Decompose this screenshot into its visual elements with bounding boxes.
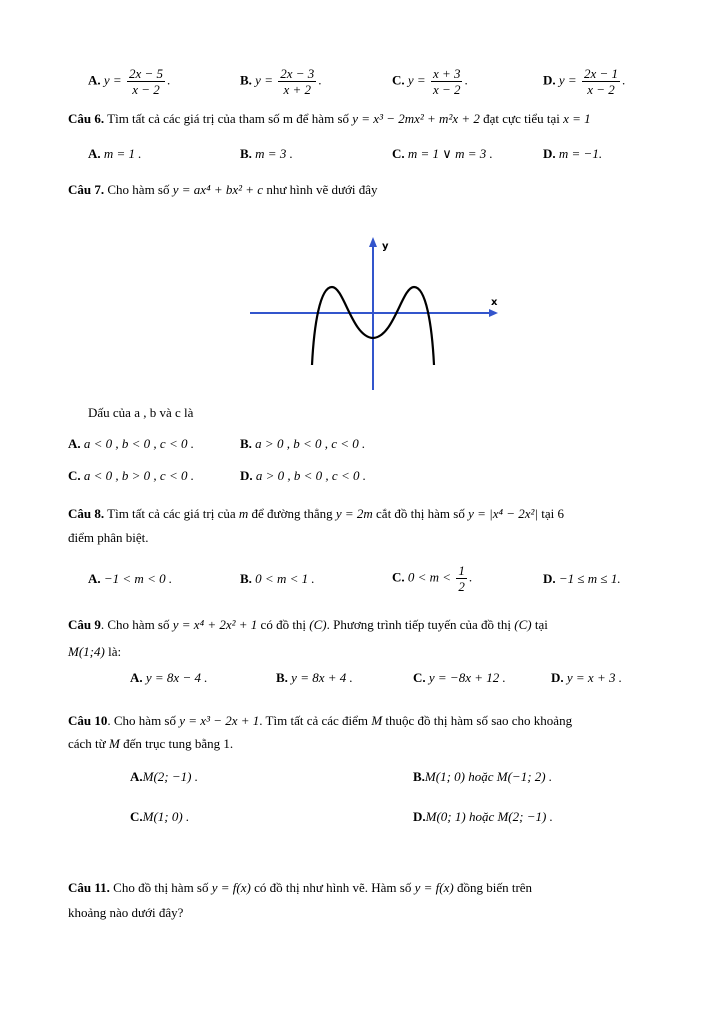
quartic-graph — [240, 225, 510, 395]
option-text: y = x + 3 . — [566, 670, 622, 685]
denominator: x + 2 — [283, 82, 312, 97]
option-prefix: y = — [407, 72, 426, 88]
option-label: A. — [88, 571, 101, 586]
denominator: 2 — [458, 579, 465, 594]
q9-option-b[interactable] — [276, 670, 353, 686]
q9-option-c[interactable] — [413, 670, 506, 686]
option-label: B. — [240, 571, 252, 586]
option-label: C. — [392, 72, 405, 88]
fraction — [278, 66, 316, 97]
option-suffix: . — [621, 72, 626, 88]
q6-option-b[interactable] — [240, 146, 293, 162]
question-text: đồng biến trên — [456, 880, 533, 895]
option-text: m = −1. — [558, 146, 603, 161]
q8-option-b[interactable] — [240, 571, 315, 587]
question-var: m — [238, 506, 249, 521]
option-text: m = 1 ∨ m = 3 . — [407, 146, 493, 161]
fraction — [582, 66, 620, 97]
q8-stem — [68, 506, 564, 522]
question-point: x = 1 — [563, 111, 591, 126]
option-label: D. — [543, 571, 556, 586]
q7-option-b[interactable] — [240, 436, 365, 452]
numerator: 2x − 3 — [280, 66, 315, 81]
q9-stem-line2 — [68, 644, 121, 660]
q8-stem-line2: điểm phân biệt. — [68, 530, 149, 545]
q10-stem-line2 — [68, 736, 233, 752]
option-text: y = 8x − 4 . — [145, 670, 208, 685]
option-label: A. — [130, 769, 143, 784]
option-label: D. — [240, 468, 253, 483]
question-func: y = f(x) — [211, 880, 251, 895]
question-text: tại 6 — [541, 506, 565, 521]
option-label: A. — [68, 436, 81, 451]
option-suffix: . — [464, 72, 468, 88]
question-label: Câu 8. — [68, 506, 105, 521]
fraction — [127, 66, 165, 97]
question-label: Câu 6. — [68, 111, 105, 126]
q7-option-c[interactable] — [68, 468, 194, 484]
option-label: C. — [413, 670, 426, 685]
question-text: để đường thẳng — [251, 506, 333, 521]
option-prefix: y = — [103, 72, 122, 88]
q6-option-a[interactable] — [88, 146, 142, 162]
question-text: có đồ thị — [260, 617, 307, 632]
option-prefix: y = — [255, 72, 273, 88]
q7-option-d[interactable] — [240, 468, 366, 484]
question-formula: y = x³ − 2mx² + m²x + 2 — [352, 111, 480, 126]
option-label: D. — [413, 809, 426, 824]
q5-option-c[interactable] — [392, 66, 468, 97]
question-text: tại — [534, 617, 548, 632]
numerator: 2x − 5 — [128, 66, 163, 81]
option-label: A. — [88, 72, 101, 88]
question-text: Cho đồ thị hàm số — [113, 880, 209, 895]
q5-option-b[interactable] — [240, 66, 322, 97]
q7-option-a[interactable] — [68, 436, 194, 452]
q10-option-a[interactable] — [130, 769, 198, 785]
option-text: M(1; 0) . — [142, 809, 190, 824]
option-text: y = −8x + 12 . — [428, 670, 506, 685]
question-text: cách từ — [68, 736, 106, 751]
question-curve: (C) — [514, 617, 532, 632]
option-text: −1 < m < 0 . — [103, 571, 173, 586]
option-label: D. — [543, 72, 556, 88]
question-text: thuộc đồ thị hàm số sao cho khoảng — [385, 713, 573, 728]
question-text: cắt đồ thị hàm số — [376, 506, 465, 521]
y-axis-arrow — [369, 237, 377, 247]
q11-stem-line2: khoảng nào dưới đây? — [68, 905, 184, 920]
q10-option-b[interactable] — [413, 769, 552, 785]
q7-stem — [68, 182, 378, 198]
y-axis-label: y — [382, 241, 389, 252]
option-text: a > 0 , b < 0 , c < 0 . — [255, 436, 366, 451]
question-curve: (C) — [309, 617, 327, 632]
q8-option-a[interactable] — [88, 571, 172, 587]
option-suffix: . — [318, 72, 322, 88]
option-label: C. — [68, 468, 81, 483]
question-text: . Cho hàm số — [100, 617, 170, 632]
option-text: a < 0 , b > 0 , c < 0 . — [83, 468, 194, 483]
x-axis-arrow — [489, 309, 498, 317]
option-label: B. — [276, 670, 288, 685]
question-text: Tìm tất cả các giá trị của — [107, 506, 236, 521]
option-text: m = 3 . — [255, 146, 293, 161]
q9-stem — [68, 617, 548, 633]
q9-option-d[interactable] — [551, 670, 622, 686]
q5-option-a[interactable] — [88, 66, 170, 97]
question-text: đến trục tung bằng 1. — [123, 736, 234, 751]
question-text: như hình vẽ dưới đây — [266, 182, 378, 197]
question-label: Câu 7. — [68, 182, 105, 197]
option-text: M(1; 0) hoặc M(−1; 2) . — [424, 769, 553, 784]
option-text: M(0; 1) hoặc M(2; −1) . — [425, 809, 553, 824]
q6-stem — [68, 111, 591, 127]
question-func: y = |x⁴ − 2x²| — [468, 506, 539, 521]
q10-stem — [68, 713, 572, 729]
option-prefix: y = — [558, 72, 577, 88]
q9-option-a[interactable] — [130, 670, 207, 686]
question-var: M — [108, 736, 120, 751]
question-text: Cho hàm số — [107, 182, 170, 197]
question-text: đạt cực tiểu tại — [483, 111, 560, 126]
q6-option-d[interactable] — [543, 146, 602, 162]
question-label: Câu 10 — [68, 713, 108, 728]
question-point: M(1;4) — [68, 644, 105, 659]
question-label: Câu 9 — [68, 617, 101, 632]
denominator: x − 2 — [587, 82, 615, 97]
q11-stem — [68, 880, 532, 896]
q8-option-d[interactable] — [543, 571, 621, 587]
question-text: . Tìm tất cả các điểm — [259, 713, 369, 728]
fraction — [431, 66, 463, 97]
q7-sign-prompt: Dấu của a , b và c là — [88, 405, 194, 420]
denominator: x − 2 — [132, 82, 160, 97]
numerator: 2x − 1 — [583, 66, 618, 81]
q5-option-d[interactable] — [543, 66, 625, 97]
question-var: M — [371, 713, 383, 728]
option-text: 0 < m < — [407, 569, 452, 585]
option-label: C. — [392, 569, 405, 585]
option-label: D. — [543, 146, 556, 161]
option-label: B. — [413, 769, 425, 784]
q8-option-c[interactable] — [392, 563, 472, 594]
option-text: −1 ≤ m ≤ 1. — [558, 571, 621, 586]
option-text: M(2; −1) . — [142, 769, 198, 784]
question-text: . Phương trình tiếp tuyến của đồ thị — [326, 617, 511, 632]
question-func: y = f(x) — [414, 880, 454, 895]
question-label: Câu 11. — [68, 880, 110, 895]
option-text: y = 8x + 4 . — [291, 670, 353, 685]
option-label: C. — [392, 146, 405, 161]
q10-option-d[interactable] — [413, 809, 553, 825]
option-suffix: . — [166, 72, 171, 88]
question-text: là: — [108, 644, 122, 659]
option-label: D. — [551, 670, 564, 685]
question-text: . Cho hàm số — [107, 713, 176, 728]
option-label: C. — [130, 809, 143, 824]
option-label: A. — [88, 146, 101, 161]
option-text: m = 1 . — [103, 146, 142, 161]
question-text: có đồ thị như hình vẽ. Hàm số — [254, 880, 412, 895]
option-suffix: . — [468, 569, 473, 585]
numerator: 1 — [458, 563, 465, 578]
fraction — [456, 563, 467, 594]
denominator: x − 2 — [432, 82, 461, 97]
question-formula: y = x³ − 2x + 1 — [179, 713, 260, 728]
option-label: B. — [240, 436, 252, 451]
q10-option-c[interactable] — [130, 809, 189, 825]
question-formula: y = ax⁴ + bx² + c — [172, 182, 264, 197]
question-formula: y = x⁴ + 2x² + 1 — [172, 617, 258, 632]
option-label: B. — [240, 72, 252, 88]
option-label: B. — [240, 146, 252, 161]
x-axis-label: x — [491, 297, 498, 308]
question-text: Tìm tất cả các giá trị của tham số m để hàm số — [107, 111, 349, 126]
option-text: 0 < m < 1 . — [255, 571, 315, 586]
question-line: y = 2m — [335, 506, 373, 521]
q6-option-c[interactable] — [392, 146, 493, 162]
option-label: A. — [130, 670, 143, 685]
option-text: a < 0 , b < 0 , c < 0 . — [83, 436, 194, 451]
numerator: x + 3 — [432, 66, 461, 81]
option-text: a > 0 , b < 0 , c < 0 . — [255, 468, 366, 483]
